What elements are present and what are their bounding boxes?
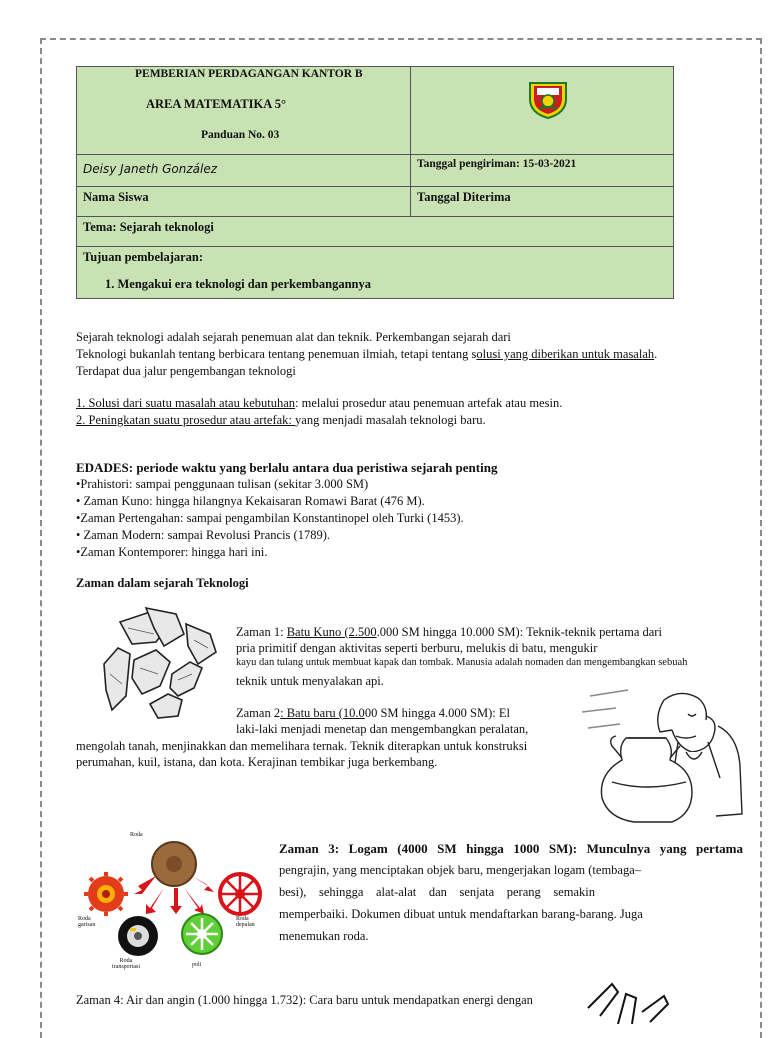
header-table xyxy=(76,66,674,299)
title-cell xyxy=(77,67,411,155)
era-3-line-5: menemukan roda. xyxy=(279,929,369,943)
era-1-label: Zaman 1: xyxy=(236,625,287,639)
era-2-label: Zaman 2 xyxy=(236,706,281,720)
logo-cell xyxy=(411,67,674,155)
era-2-line-1 xyxy=(236,705,510,722)
wheel-label-bottom-right: poli xyxy=(192,962,202,968)
teacher-name: Deisy Janeth González xyxy=(83,162,218,176)
path-2-label: 2. Peningkatan suatu prosedur atau artefak: xyxy=(76,413,296,427)
intro-line-2-text: Teknologi bukanlah tentang berbicara tentang penemuan ilmiah, tetapi tentang s xyxy=(76,347,477,361)
intro-line-2 xyxy=(76,346,657,363)
topic: Tema: Sejarah teknologi xyxy=(83,220,214,234)
era-1-line-2: pria primitif dengan aktivitas seperti berburu, melukis di batu, mengukir xyxy=(236,641,598,655)
send-date-cell xyxy=(411,155,674,187)
school-seal-icon xyxy=(527,79,569,119)
student-cell xyxy=(77,187,411,217)
intro-line-2-end: . xyxy=(654,347,658,361)
era-3-line-4: memperbaiki. Dokumen dibuat untuk mendaftarkan barang-barang. Juga xyxy=(279,907,643,921)
wheels-diagram xyxy=(76,832,270,972)
student-label: Nama Siswa xyxy=(83,190,149,204)
eras-heading: Zaman dalam sejarah Teknologi xyxy=(76,576,249,590)
era-2-line-3: mengolah tanah, menjinakkan dan memelihara ternak. Teknik diterapkan untuk konstruksi xyxy=(76,739,528,753)
era-2-name: : Batu baru (10.0 xyxy=(280,706,365,720)
path-1-label: 1. Solusi dari suatu masalah atau kebutuhan xyxy=(76,396,296,410)
era-1-range: .000 SM hingga 10.000 SM): Teknik-teknik pertama dari xyxy=(376,625,662,639)
ages-item-5: •Zaman Kontemporer: hingga hari ini. xyxy=(76,545,268,559)
windmill-illustration xyxy=(578,978,670,1024)
received-label: Tanggal Diterima xyxy=(417,190,511,204)
received-cell xyxy=(411,187,674,217)
intro-line-3: Terdapat dua jalur pengembangan teknologi xyxy=(76,364,296,378)
send-date: Tanggal pengiriman: 15-03-2021 xyxy=(417,158,577,170)
potter-illustration xyxy=(568,686,744,826)
area-name: AREA MATEMATIKA 5° xyxy=(146,97,286,111)
era-2-line-4: perumahan, kuil, istana, dan kota. Kerajinan tembikar juga berkembang. xyxy=(76,755,438,769)
era-1-line-3: kayu dan tulang untuk membuat kapak dan tombak. Manusia adalah nomaden dan mengembangkan sebuah xyxy=(236,657,688,668)
ages-item-1: •Prahistori: sampai penggunaan tulisan (sekitar 3.000 SM) xyxy=(76,477,369,491)
teacher-cell xyxy=(77,155,411,187)
era-2-line-2: laki-laki menjadi menetap dan mengembangkan peralatan, xyxy=(236,722,529,736)
stone-tools-illustration xyxy=(98,604,222,722)
era-3-line-3: besi), sehingga alat-alat dan senjata perang semakin xyxy=(279,885,595,899)
era-2-range: 00 SM hingga 4.000 SM): El xyxy=(364,706,510,720)
ages-item-4: • Zaman Modern: sampai Revolusi Prancis (1789). xyxy=(76,528,330,542)
wheel-label-bottom-left: Roda transportasi xyxy=(112,958,140,970)
ages-item-3: •Zaman Pertengahan: sampai pengambilan Konstantinopel oleh Turki (1453). xyxy=(76,511,464,525)
era-4-line-1: Zaman 4: Air dan angin (1.000 hingga 1.732): Cara baru untuk mendapatkan energi dengan xyxy=(76,993,533,1007)
intro-line-1: Sejarah teknologi adalah sejarah penemuan alat dan teknik. Perkembangan sejarah dari xyxy=(76,330,511,344)
path-2-text: yang menjadi masalah teknologi baru. xyxy=(295,413,486,427)
era-1-name: Batu Kuno (2.500 xyxy=(286,625,377,639)
goal-cell xyxy=(77,247,674,299)
ages-heading: EDADES: periode waktu yang berlalu antara dua peristiwa sejarah penting xyxy=(76,460,498,475)
path-2 xyxy=(76,412,486,429)
era-3-line-2: pengrajin, yang menciptakan objek baru, mengerjakan logam (tembaga– xyxy=(279,863,642,877)
wheel-label-left: Roda garisan xyxy=(78,916,96,928)
goal-item: 1. Mengakui era teknologi dan perkembangannya xyxy=(105,277,372,291)
goal-label: Tujuan pembelajaran: xyxy=(83,250,204,264)
path-1 xyxy=(76,395,562,412)
wheel-label-right: Roda depalan xyxy=(236,916,255,928)
guide-number: Panduan No. 03 xyxy=(201,129,280,141)
school-name: PEMBERIAN PERDAGANGAN KANTOR B xyxy=(135,68,363,80)
topic-cell xyxy=(77,217,674,247)
era-1-line-4: teknik untuk menyalakan api. xyxy=(236,674,384,688)
wheel-label-top: Roda xyxy=(130,832,143,838)
era-3-heading: Zaman 3: Logam (4000 SM hingga 1000 SM): Munculnya yang pertama xyxy=(279,841,743,856)
wheels-illustration xyxy=(76,832,270,972)
era-1-line-1 xyxy=(236,624,662,641)
intro-line-2-underlined: olusi yang diberikan untuk masalah xyxy=(476,347,655,361)
path-1-text: : melalui prosedur atau penemuan artefak atau mesin. xyxy=(295,396,563,410)
ages-item-2: • Zaman Kuno: hingga hilangnya Kekaisaran Romawi Barat (476 M). xyxy=(76,494,425,508)
